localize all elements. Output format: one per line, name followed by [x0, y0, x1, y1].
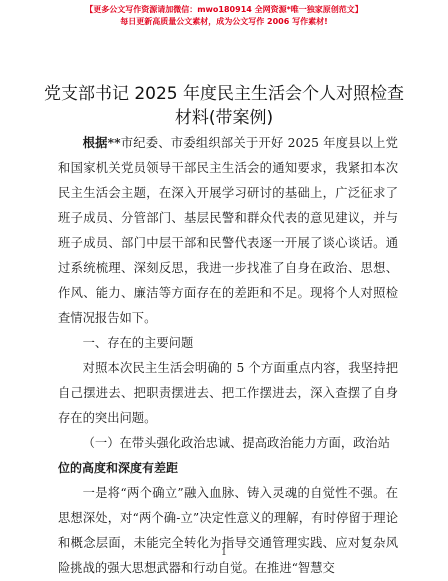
promo-line-2: 每日更新高质量公文素材，成为公文写作 2006 写作素材! [120, 17, 328, 26]
promo-line-1: 【更多公文写作资源请加微信：mwo180914 全网资源*唯一独家原创范文】 [85, 5, 363, 14]
promo-banner [0, 4, 448, 28]
intro-lead: 根据** [82, 135, 121, 150]
section-paragraph-1: 对照本次民主生活会明确的 5 个方面重点内容，我坚持把自己摆进去、把职责摆进去、把工作摆进去，深入查摆了自身存在的突出问题。 [58, 361, 398, 425]
title-line-2: 材料(带案例) [174, 108, 274, 128]
title-line-1: 党支部书记 2025 年度民主生活会个人对照检查 [43, 84, 405, 104]
intro-paragraph [58, 130, 398, 331]
subsection-heading-1-cont [58, 456, 398, 481]
subsection-heading-1-part1: （一）在带头强化政治忠诚、提高政治能力方面，政治站 [82, 436, 391, 450]
page-number: 1 [221, 548, 227, 558]
subsection-heading-1-part2: 位的高度和深度有差距 [58, 461, 179, 475]
intro-text: 市纪委、市委组织部关于开好 2025 年度县以上党和国家机关党员领导干部民主生活会的通知要求，我紧扣本次民主生活会主题，在深入开展学习研讨的基础上，广泛征求了班子成员、分管部门、基层民警和群众代表的意见建议，并与班子成员、部门中层干部和民警代表逐一开展了谈心谈话。通过系统梳理、深刻反思，我进一步找准了自身在政治、思想、作风、能力、廉洁等方面存在的差距和不足。现将个人对照检查情况报告如下。 [58, 136, 398, 325]
document-title [40, 82, 408, 130]
document-body [58, 130, 398, 581]
section-paragraph-2: 一是将“两个确立”融入血脉、铸入灵魂的自觉性不强。在思想深处，对“两个确-立”决定性意义的理解，有时停留于理论和概念层面，未能完全转化为指导交通管理实践、应对复杂风险挑战的强大思想武器和行动自觉。在推进“智慧交 [58, 486, 398, 575]
subsection-heading-1 [58, 431, 398, 456]
section-heading-1: 一、存在的主要问题 [82, 336, 194, 350]
